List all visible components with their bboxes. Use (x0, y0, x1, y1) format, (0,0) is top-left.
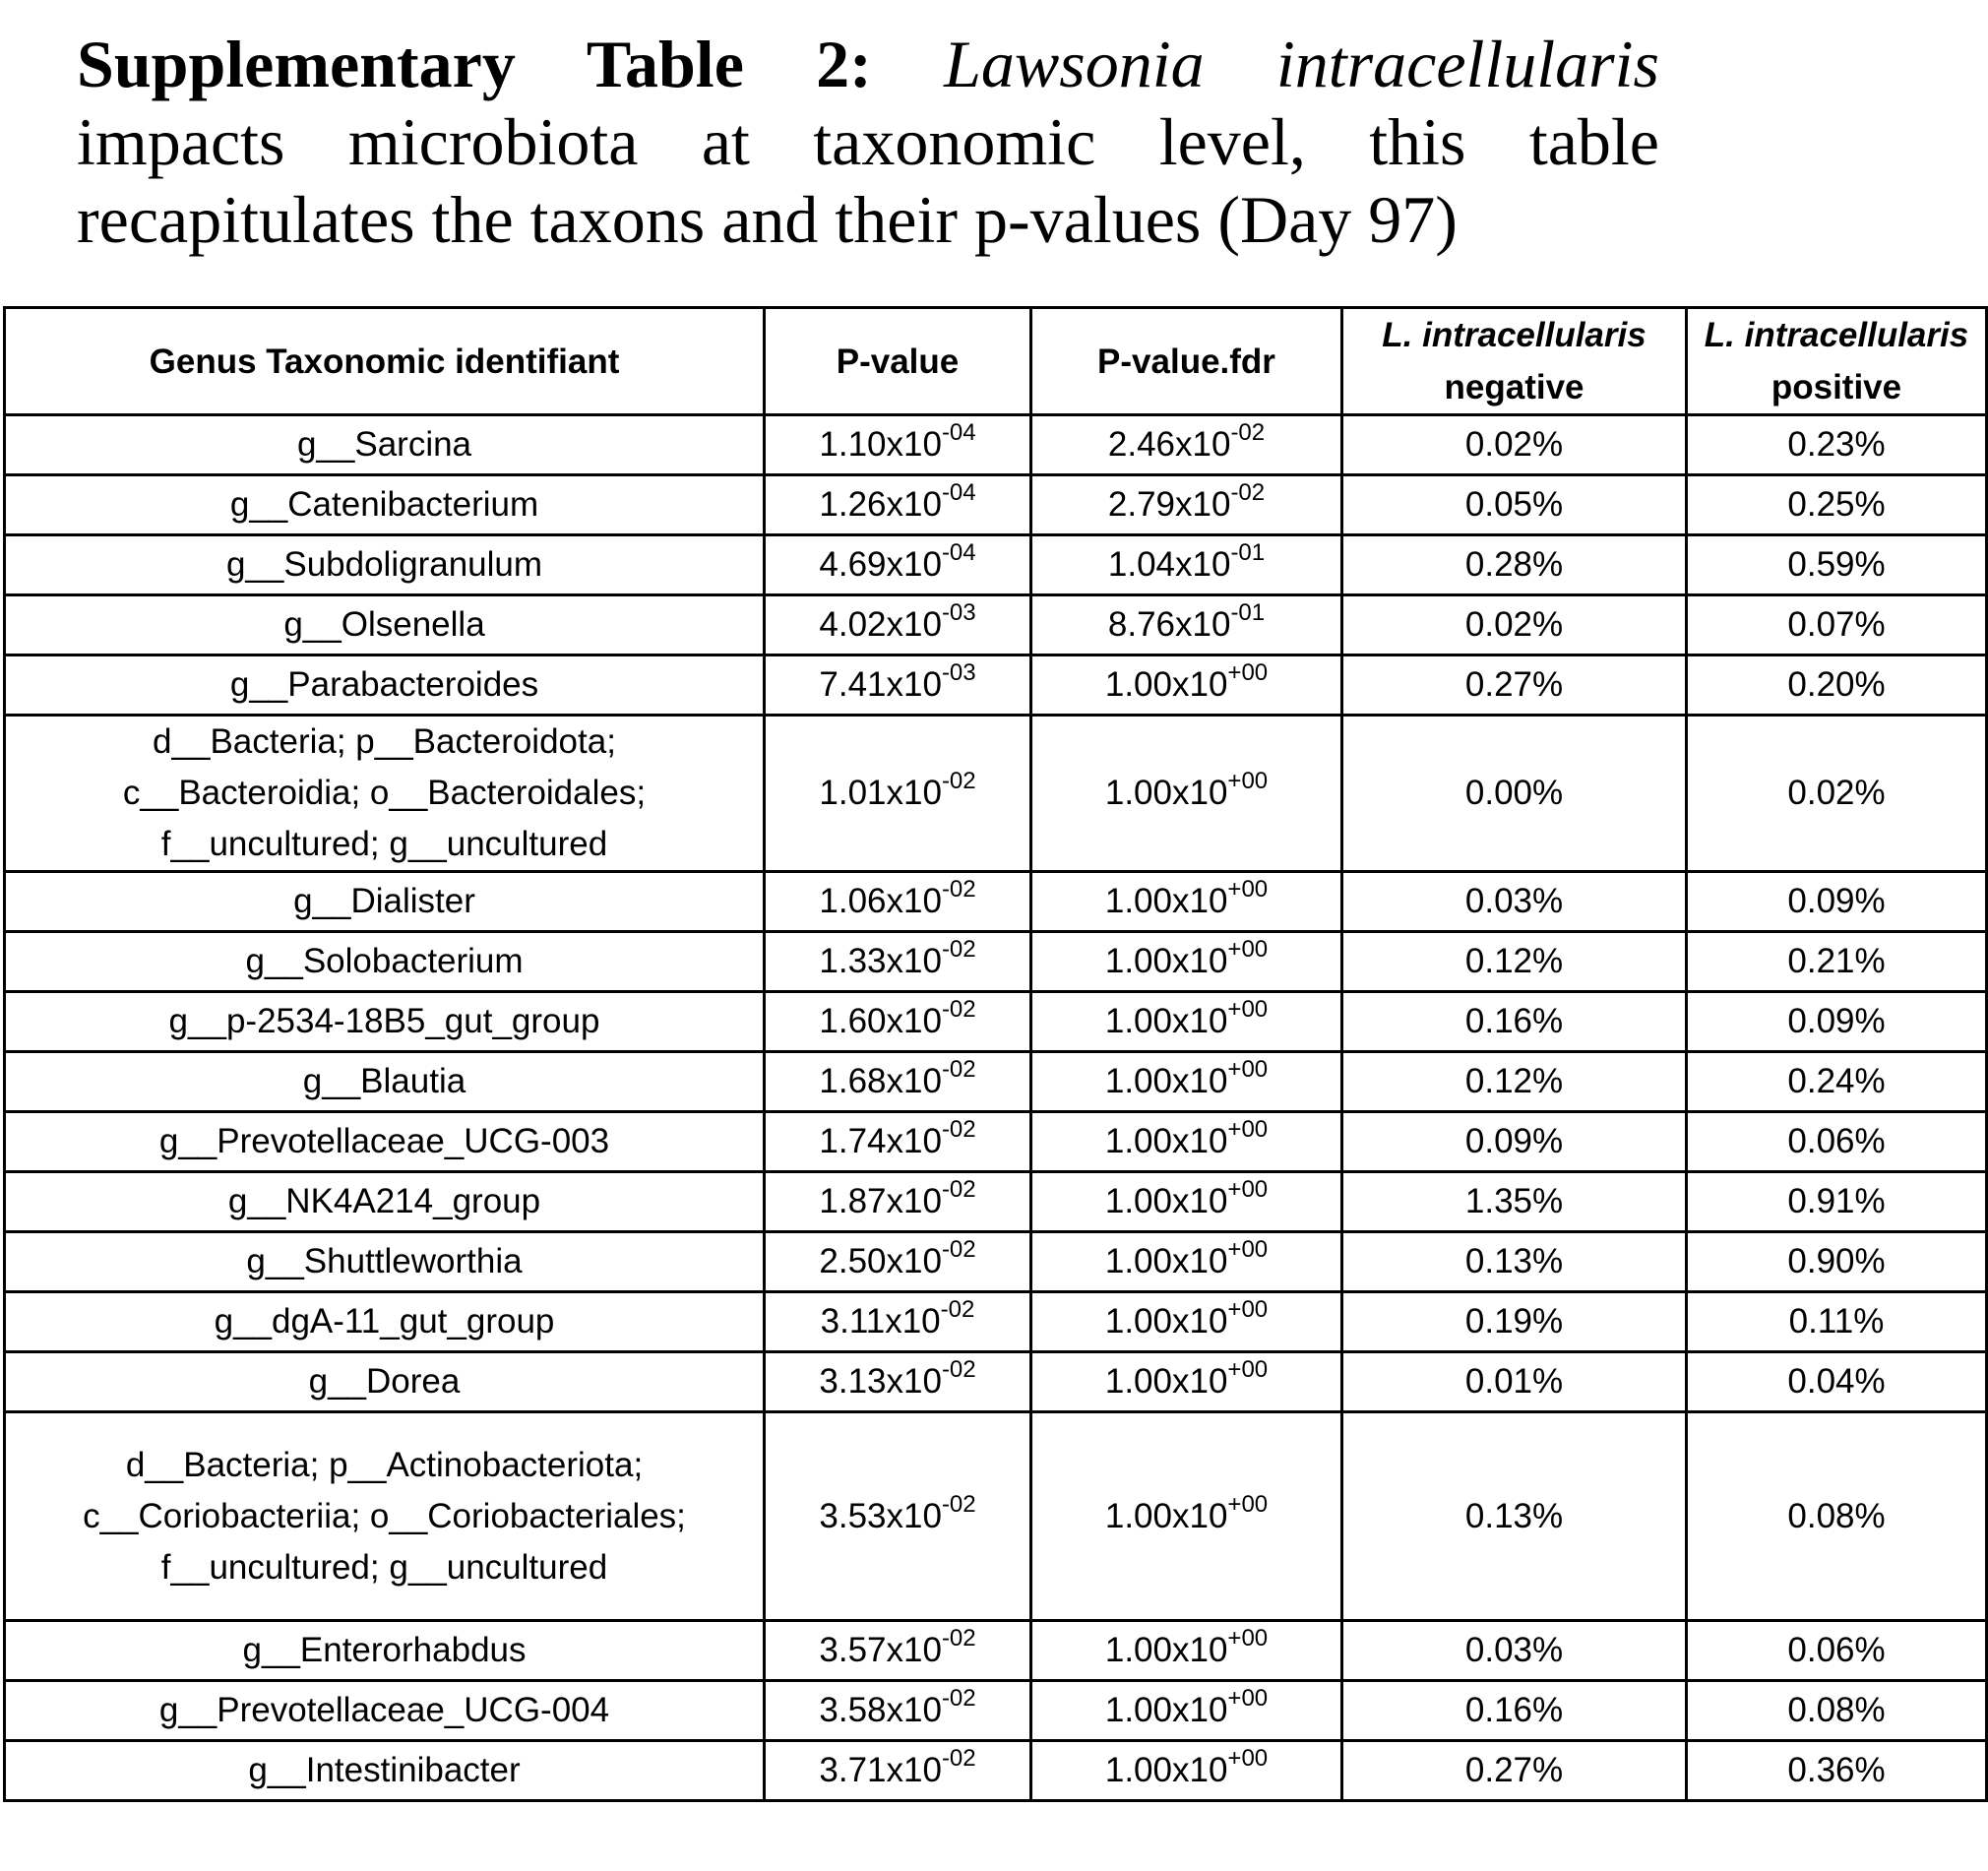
cell-negative: 0.16% (1342, 992, 1687, 1052)
fdr-mantissa: 1.00x10 (1104, 1496, 1228, 1535)
cell-taxon: g__Enterorhabdus (5, 1621, 765, 1681)
table-row (5, 1112, 1987, 1172)
cell-negative: 0.12% (1342, 1052, 1687, 1112)
taxa-table (3, 306, 1988, 1802)
fdr-exponent: +00 (1227, 659, 1269, 686)
fdr-mantissa: 1.00x10 (1104, 1242, 1228, 1280)
fdr-mantissa: 1.00x10 (1104, 1122, 1228, 1160)
table-row (5, 1172, 1987, 1232)
table-row (5, 992, 1987, 1052)
cell-positive: 0.90% (1687, 1232, 1987, 1292)
cell-pvalue-fdr (1031, 415, 1342, 475)
fdr-exponent: +00 (1227, 1296, 1269, 1323)
cell-positive: 0.59% (1687, 535, 1987, 595)
cell-taxon: g__Parabacteroides (5, 655, 765, 716)
pvalue-mantissa: 3.53x10 (819, 1496, 942, 1535)
cell-pvalue-fdr (1031, 655, 1342, 716)
cell-positive: 0.91% (1687, 1172, 1987, 1232)
pvalue-exponent: -02 (941, 936, 976, 963)
pvalue-exponent: -02 (941, 1625, 976, 1652)
cell-positive: 0.25% (1687, 475, 1987, 535)
pvalue-mantissa: 3.71x10 (819, 1751, 942, 1789)
table-row (5, 535, 1987, 595)
fdr-exponent: +00 (1227, 996, 1269, 1023)
pvalue-exponent: -04 (941, 539, 976, 566)
cell-pvalue-fdr (1031, 932, 1342, 992)
cell-pvalue-fdr (1031, 1621, 1342, 1681)
table-row (5, 1741, 1987, 1801)
table-row (5, 475, 1987, 535)
header-negative-species: L. intracellularis (1382, 316, 1646, 354)
table-row (5, 932, 1987, 992)
fdr-mantissa: 1.00x10 (1104, 1362, 1228, 1401)
pvalue-exponent: -02 (941, 876, 976, 903)
pvalue-mantissa: 3.11x10 (820, 1302, 941, 1341)
fdr-mantissa: 1.00x10 (1104, 942, 1228, 980)
cell-taxon: g__Shuttleworthia (5, 1232, 765, 1292)
fdr-mantissa: 8.76x10 (1107, 605, 1231, 644)
cell-taxon: g__Sarcina (5, 415, 765, 475)
table-row (5, 1292, 1987, 1352)
header-pvalue-fdr: P-value.fdr (1031, 308, 1342, 415)
pvalue-mantissa: 1.74x10 (819, 1122, 942, 1160)
pvalue-mantissa: 1.01x10 (819, 774, 942, 812)
table-row (5, 1232, 1987, 1292)
cell-pvalue (765, 716, 1031, 872)
cell-taxon: g__p-2534-18B5_gut_group (5, 992, 765, 1052)
cell-negative: 0.13% (1342, 1412, 1687, 1621)
fdr-exponent: +00 (1227, 1490, 1269, 1518)
fdr-exponent: +00 (1227, 768, 1269, 794)
table-row (5, 655, 1987, 716)
cell-negative: 0.28% (1342, 535, 1687, 595)
pvalue-mantissa: 1.10x10 (819, 425, 942, 464)
cell-positive: 0.08% (1687, 1681, 1987, 1741)
pvalue-mantissa: 1.87x10 (819, 1182, 942, 1220)
fdr-mantissa: 1.00x10 (1104, 882, 1228, 920)
pvalue-exponent: -02 (941, 1685, 976, 1712)
cell-taxon: g__Catenibacterium (5, 475, 765, 535)
cell-taxon: g__dgA-11_gut_group (5, 1292, 765, 1352)
cell-pvalue (765, 932, 1031, 992)
cell-pvalue (765, 1232, 1031, 1292)
pvalue-mantissa: 3.58x10 (819, 1691, 942, 1729)
pvalue-exponent: -02 (941, 1236, 976, 1263)
header-pvalue: P-value (765, 308, 1031, 415)
cell-pvalue-fdr (1031, 1292, 1342, 1352)
pvalue-exponent: -02 (941, 1356, 976, 1383)
pvalue-mantissa: 3.57x10 (819, 1631, 942, 1669)
fdr-exponent: +00 (1227, 1116, 1269, 1143)
header-negative-label: negative (1444, 368, 1584, 406)
table-row (5, 1412, 1987, 1621)
pvalue-exponent: -03 (941, 599, 976, 626)
cell-negative: 0.01% (1342, 1352, 1687, 1412)
table-row (5, 595, 1987, 655)
pvalue-exponent: -02 (941, 1490, 976, 1518)
cell-negative: 0.27% (1342, 1741, 1687, 1801)
fdr-mantissa: 1.00x10 (1104, 665, 1228, 704)
cell-negative: 0.19% (1342, 1292, 1687, 1352)
cell-pvalue-fdr (1031, 872, 1342, 932)
table-caption (77, 26, 1659, 259)
fdr-exponent: +00 (1227, 1056, 1269, 1083)
table-body (5, 415, 1987, 1801)
cell-negative: 0.27% (1342, 655, 1687, 716)
fdr-mantissa: 1.00x10 (1104, 1002, 1228, 1040)
fdr-exponent: +00 (1227, 1356, 1269, 1383)
cell-pvalue (765, 1172, 1031, 1232)
caption-text: impacts microbiota at taxonomic level, this table recapitulates the taxons and their p-values (Day 97) (77, 104, 1659, 257)
cell-positive: 0.02% (1687, 716, 1987, 872)
pvalue-exponent: -04 (941, 479, 976, 506)
header-taxon: Genus Taxonomic identifiant (5, 308, 765, 415)
cell-pvalue (765, 535, 1031, 595)
fdr-exponent: +00 (1227, 1176, 1269, 1203)
pvalue-mantissa: 2.50x10 (819, 1242, 942, 1280)
cell-negative: 0.03% (1342, 1621, 1687, 1681)
caption-species: Lawsonia intracellularis (944, 27, 1659, 101)
cell-positive: 0.08% (1687, 1412, 1987, 1621)
fdr-mantissa: 1.00x10 (1104, 774, 1228, 812)
cell-pvalue-fdr (1031, 1681, 1342, 1741)
cell-positive: 0.24% (1687, 1052, 1987, 1112)
cell-positive: 0.11% (1687, 1292, 1987, 1352)
cell-pvalue (765, 595, 1031, 655)
cell-pvalue (765, 475, 1031, 535)
pvalue-mantissa: 1.26x10 (819, 485, 942, 524)
cell-pvalue (765, 1681, 1031, 1741)
pvalue-exponent: -02 (941, 1116, 976, 1143)
cell-taxon: g__Prevotellaceae_UCG-004 (5, 1681, 765, 1741)
table-row (5, 1621, 1987, 1681)
caption-lead: Supplementary Table 2: (77, 27, 872, 101)
fdr-exponent: +00 (1227, 1236, 1269, 1263)
pvalue-mantissa: 7.41x10 (819, 665, 942, 704)
table-row (5, 872, 1987, 932)
fdr-exponent: +00 (1227, 1745, 1269, 1772)
cell-negative: 0.09% (1342, 1112, 1687, 1172)
fdr-mantissa: 1.00x10 (1104, 1631, 1228, 1669)
cell-negative: 0.03% (1342, 872, 1687, 932)
table-row (5, 1352, 1987, 1412)
pvalue-exponent: -02 (941, 1176, 976, 1203)
cell-negative: 0.00% (1342, 716, 1687, 872)
cell-pvalue-fdr (1031, 1052, 1342, 1112)
cell-negative: 1.35% (1342, 1172, 1687, 1232)
cell-pvalue-fdr (1031, 1232, 1342, 1292)
cell-taxon: g__Intestinibacter (5, 1741, 765, 1801)
fdr-mantissa: 1.00x10 (1104, 1062, 1228, 1100)
cell-taxon: g__Dorea (5, 1352, 765, 1412)
cell-negative: 0.05% (1342, 475, 1687, 535)
cell-pvalue-fdr (1031, 595, 1342, 655)
cell-negative: 0.02% (1342, 415, 1687, 475)
fdr-mantissa: 1.00x10 (1104, 1751, 1228, 1789)
pvalue-exponent: -02 (941, 996, 976, 1023)
fdr-exponent: +00 (1227, 1685, 1269, 1712)
header-row (5, 308, 1987, 415)
pvalue-mantissa: 1.06x10 (819, 882, 942, 920)
cell-pvalue (765, 992, 1031, 1052)
pvalue-exponent: -03 (941, 659, 976, 686)
table-row (5, 716, 1987, 872)
pvalue-mantissa: 4.69x10 (819, 545, 942, 584)
fdr-mantissa: 2.79x10 (1107, 485, 1231, 524)
pvalue-mantissa: 3.13x10 (819, 1362, 942, 1401)
cell-pvalue (765, 1621, 1031, 1681)
cell-pvalue-fdr (1031, 716, 1342, 872)
pvalue-mantissa: 1.68x10 (819, 1062, 942, 1100)
cell-taxon: g__NK4A214_group (5, 1172, 765, 1232)
cell-positive: 0.04% (1687, 1352, 1987, 1412)
cell-taxon: g__Solobacterium (5, 932, 765, 992)
pvalue-exponent: -02 (941, 1056, 976, 1083)
cell-positive: 0.07% (1687, 595, 1987, 655)
cell-positive: 0.06% (1687, 1621, 1987, 1681)
fdr-mantissa: 1.04x10 (1107, 545, 1231, 584)
header-positive-species: L. intracellularis (1704, 316, 1969, 354)
pvalue-mantissa: 4.02x10 (819, 605, 942, 644)
cell-pvalue-fdr (1031, 1741, 1342, 1801)
table-row (5, 1681, 1987, 1741)
header-negative (1342, 308, 1687, 415)
cell-positive: 0.23% (1687, 415, 1987, 475)
cell-pvalue-fdr (1031, 1112, 1342, 1172)
cell-positive: 0.21% (1687, 932, 1987, 992)
cell-pvalue-fdr (1031, 475, 1342, 535)
fdr-exponent: +00 (1227, 876, 1269, 903)
fdr-exponent: -01 (1230, 539, 1266, 566)
cell-pvalue-fdr (1031, 535, 1342, 595)
cell-pvalue-fdr (1031, 1172, 1342, 1232)
pvalue-exponent: -04 (941, 419, 976, 446)
cell-taxon: g__Dialister (5, 872, 765, 932)
header-positive-label: positive (1771, 368, 1902, 406)
cell-negative: 0.02% (1342, 595, 1687, 655)
cell-positive: 0.06% (1687, 1112, 1987, 1172)
cell-positive: 0.09% (1687, 872, 1987, 932)
cell-pvalue (765, 655, 1031, 716)
cell-positive: 0.20% (1687, 655, 1987, 716)
cell-pvalue-fdr (1031, 1352, 1342, 1412)
cell-taxon: d__Bacteria; p__Actinobacteriota; c__Coriobacteriia; o__Coriobacteriales; f__uncultured; g__uncultured (5, 1412, 765, 1621)
fdr-mantissa: 2.46x10 (1107, 425, 1231, 464)
cell-positive: 0.36% (1687, 1741, 1987, 1801)
cell-pvalue (765, 1112, 1031, 1172)
cell-negative: 0.16% (1342, 1681, 1687, 1741)
cell-positive: 0.09% (1687, 992, 1987, 1052)
cell-pvalue-fdr (1031, 1412, 1342, 1621)
cell-taxon: g__Prevotellaceae_UCG-003 (5, 1112, 765, 1172)
pvalue-mantissa: 1.33x10 (819, 942, 942, 980)
cell-taxon: d__Bacteria; p__Bacteroidota; c__Bacteroidia; o__Bacteroidales; f__uncultured; g__uncultured (5, 716, 765, 872)
cell-taxon: g__Olsenella (5, 595, 765, 655)
fdr-exponent: -01 (1230, 599, 1266, 626)
cell-pvalue (765, 1292, 1031, 1352)
cell-negative: 0.12% (1342, 932, 1687, 992)
cell-negative: 0.13% (1342, 1232, 1687, 1292)
cell-pvalue (765, 1741, 1031, 1801)
pvalue-exponent: -02 (940, 1296, 975, 1323)
cell-taxon: g__Subdoligranulum (5, 535, 765, 595)
cell-pvalue (765, 1052, 1031, 1112)
cell-pvalue (765, 872, 1031, 932)
fdr-mantissa: 1.00x10 (1104, 1691, 1228, 1729)
fdr-exponent: -02 (1230, 419, 1266, 446)
cell-taxon: g__Blautia (5, 1052, 765, 1112)
fdr-exponent: -02 (1230, 479, 1266, 506)
table-row (5, 1052, 1987, 1112)
fdr-mantissa: 1.00x10 (1104, 1302, 1228, 1341)
cell-pvalue-fdr (1031, 992, 1342, 1052)
cell-pvalue (765, 1412, 1031, 1621)
header-positive (1687, 308, 1987, 415)
cell-pvalue (765, 415, 1031, 475)
pvalue-exponent: -02 (941, 768, 976, 794)
fdr-exponent: +00 (1227, 936, 1269, 963)
pvalue-exponent: -02 (941, 1745, 976, 1772)
fdr-exponent: +00 (1227, 1625, 1269, 1652)
pvalue-mantissa: 1.60x10 (819, 1002, 942, 1040)
cell-pvalue (765, 1352, 1031, 1412)
table-row (5, 415, 1987, 475)
fdr-mantissa: 1.00x10 (1104, 1182, 1228, 1220)
